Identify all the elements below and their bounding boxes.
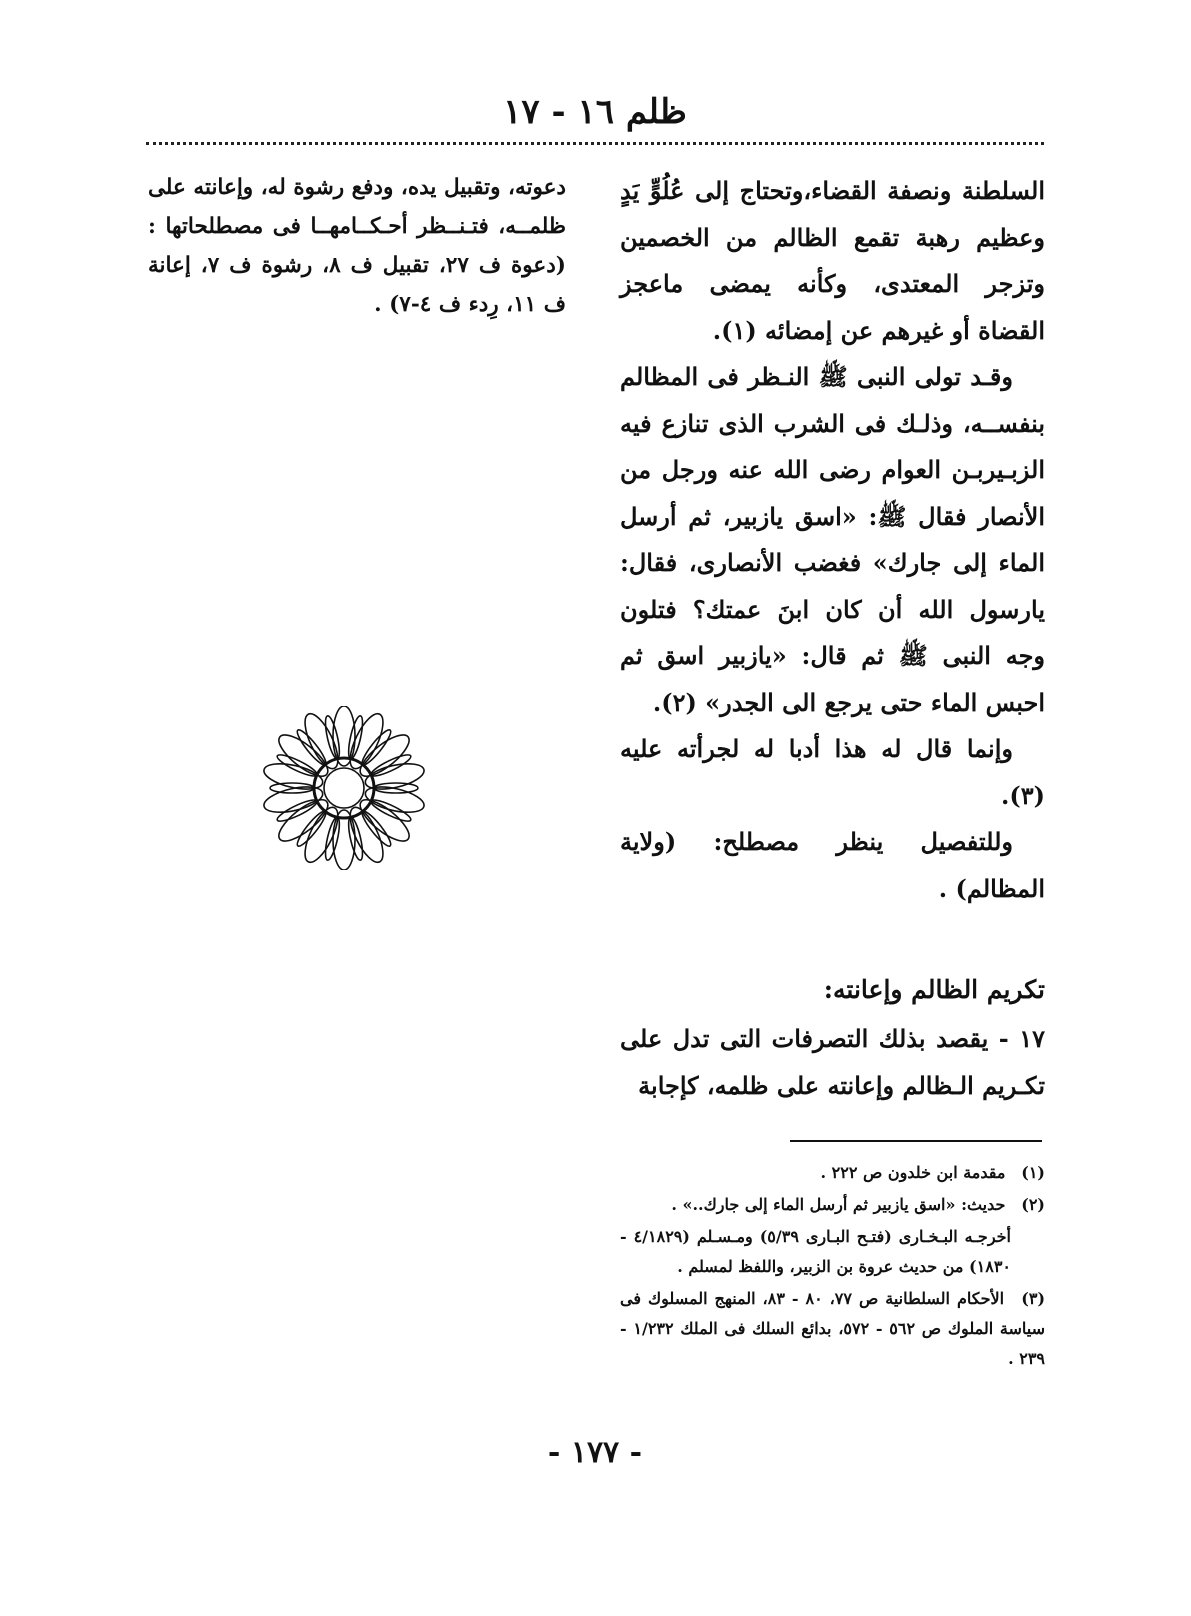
footnote-2 [620, 1190, 1045, 1220]
footnote-1 [620, 1158, 1045, 1188]
footnote-number: (٣) [1021, 1289, 1046, 1308]
footnote-3 [620, 1284, 1045, 1374]
footnote-2-continued [620, 1222, 1045, 1282]
section-spacer [620, 912, 1045, 964]
footnote-text: مقدمة ابن خلدون ص ٢٢٢ . [820, 1163, 1006, 1182]
paragraph-3: وإنما قال له هذا أدبا له لجرأته عليه (٣). [620, 734, 1045, 810]
page-title: ظلم ١٦ - ١٧ [503, 92, 687, 132]
page-number: - ١٧٧ - [547, 1435, 643, 1470]
footnote-divider [790, 1140, 1042, 1142]
footnote-number: (٢) [1021, 1195, 1045, 1214]
continuation-column [148, 168, 566, 324]
footnotes [620, 1158, 1045, 1376]
main-text-column [620, 168, 1045, 1109]
paragraph-1: السلطنة ونصفة القضاء،وتحتاج إلى عُلُوٍّ يَدٍ وعظيم رهبة تقمع الظالم من الخصمين وتزجر المعتدى، وكأنه يمضى ماعجز القضاة أو غيرهم عن إمضائه (١). [620, 176, 1045, 345]
section-paragraph: ١٧ - يقصد بذلك التصرفات التى تدل على تكـريم الـظالم وإعانته على ظلمه، كإجابة [620, 1024, 1045, 1100]
header-dotted-divider [146, 142, 1044, 145]
paragraph-4: وللتفصيل ينظر مصطلح: (ولاية المظالم) . [620, 827, 1045, 903]
section-heading: تكريم الظالم وإعانته: [823, 975, 1045, 1004]
footnote-number: (١) [1021, 1163, 1045, 1182]
star-rosette-ornament-icon [262, 706, 426, 870]
ornament-inner-ring [324, 768, 364, 808]
footnote-text: حديث: «اسق يازبير ثم أرسل الماء إلى جارك..» . [671, 1195, 1006, 1214]
footnote-text: أخرجـه البـخـارى (فتـح البـارى ٥/٣٩) ومـسـلم (٤/١٨٢٩ - ١٨٣٠) من حديث عروة بن الزبير، واللفظ لمسلم . [620, 1227, 1011, 1276]
paragraph-2: وقـد تولى النبى ﷺ النـظر فى المظالم بنفســه، وذلـك فى الشرب الذى تنازع فيه الزبـيربـن العوام رضى الله عنه ورجل من الأنصار فقال ﷺ: «اسق يازبير، ثم أرسل الماء إلى جارك» فغضب الأنصارى، فقال: يارسول الله أن كان ابنَ عمتك؟ فتلون وجه النبى ﷺ ثم قال: «يازبير اسق ثم احبس الماء حتى يرجع الى الجدر» (٢). [620, 362, 1045, 717]
continuation-paragraph: دعوته، وتقبيل يده، ودفع رشوة له، وإعانته على ظلمــه، فتـنــظر أحـكــامهــا فى مصطلحاتها : (دعوة ف ٢٧، تقبيل ف ٨، رشوة ف ٧، إعانة ف ١١، رِدء ف ٤-٧) . [148, 175, 566, 317]
footnote-text: الأحكام السلطانية ص ٧٧، ٨٠ - ٨٣، المنهج المسلوك فى سياسة الملوك ص ٥٦٢ - ٥٧٢، بدائع السلك فى الملك ١/٢٣٢ - ٢٣٩ . [620, 1289, 1046, 1368]
ornament-ring [314, 758, 374, 818]
